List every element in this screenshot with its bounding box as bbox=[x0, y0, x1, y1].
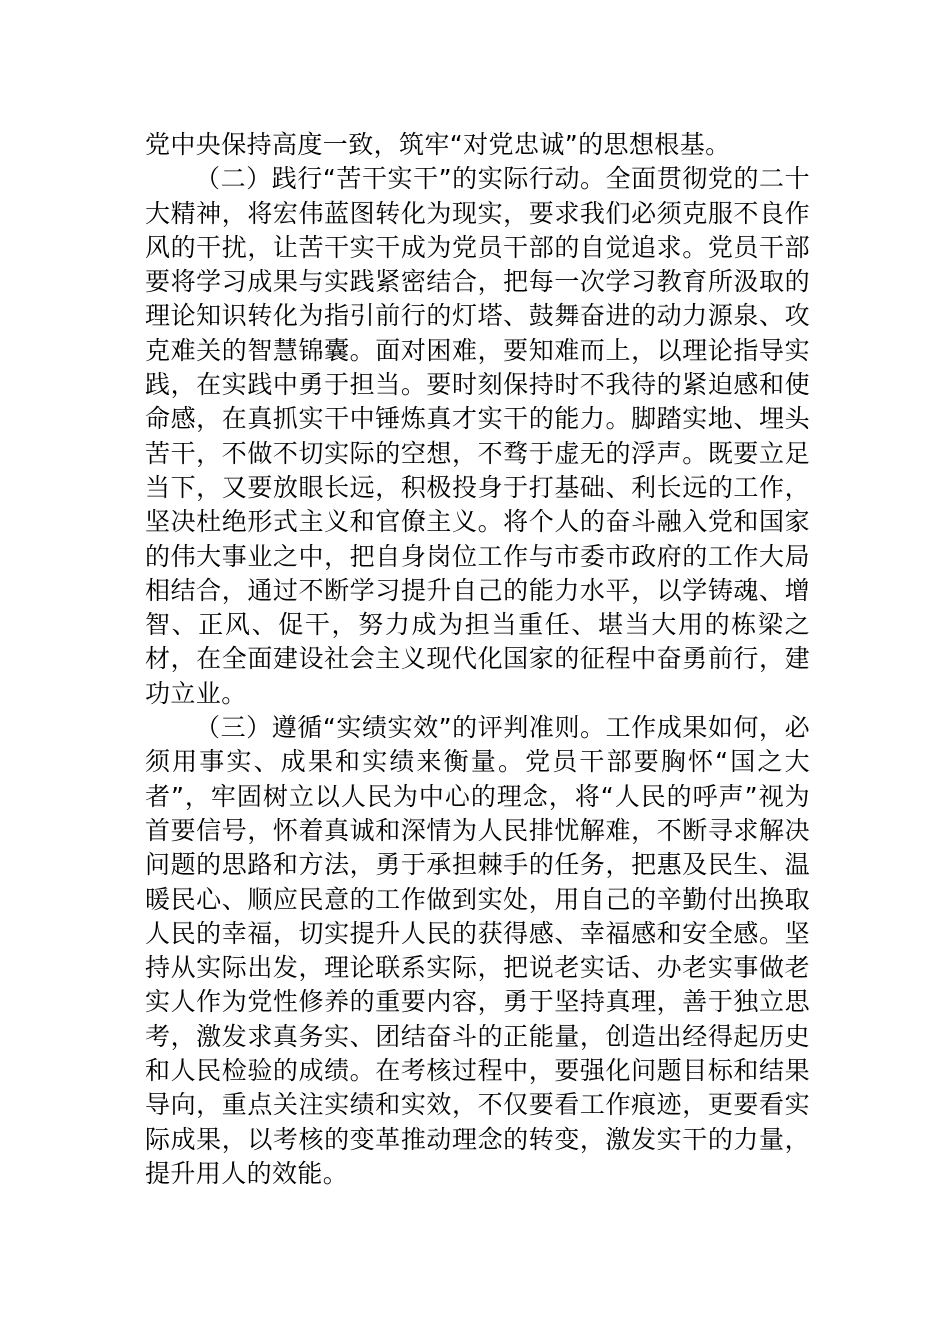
paragraph-section-two: （二）践行“苦干实干”的实际行动。全面贯彻党的二十大精神，将宏伟蓝图转化为现实，要求我们必须克服不良作风的干扰，让苦干实干成为党员干部的自觉追求。党员干部要将学习成果与实践紧密结合，把每一次学习教育所汲取的理论知识转化为指引前行的灯塔、鼓舞奋进的动力源泉、攻克难关的智慧锦囊。面对困难，要知难而上，以理论指导实践，在实践中勇于担当。要时刻保持时不我待的紧迫感和使命感，在真抓实干中锤炼真才实干的能力。脚踏实地、埋头苦干，不做不切实际的空想，不骛于虚无的浮声。既要立足当下，又要放眼长远，积极投身于打基础、利长远的工作，坚决杜绝形式主义和官僚主义。将个人的奋斗融入党和国家的伟大事业之中，把自身岗位工作与市委市政府的工作大局相结合，通过不断学习提升自己的能力水平，以学铸魂、增智、正风、促干，努力成为担当重任、堪当大用的栋梁之材，在全面建设社会主义现代化国家的征程中奋勇前行，建功立业。 bbox=[145, 164, 810, 708]
paragraph-section-three: （三）遵循“实绩实效”的评判准则。工作成果如何，必须用事实、成果和实绩来衡量。党员干部要胸怀“国之大者”，牢固树立以人民为中心的理念，将“人民的呼声”视为首要信号，怀着真诚和深情为人民排忧解难，不断寻求解决问题的思路和方法，勇于承担棘手的任务，把惠及民生、温暖民心、顺应民意的工作做到实处，用自己的辛勤付出换取人民的幸福，切实提升人民的获得感、幸福感和安全感。坚持从实际出发，理论联系实际，把说老实话、办老实事做老实人作为党性修养的重要内容，勇于坚持真理，善于独立思考，激发求真务实、团结奋斗的正能量，创造出经得起历史和人民检验的成绩。在考核过程中，要强化问题目标和结果导向，重点关注实绩和实效，不仅要看工作痕迹，更要看实际成果，以考核的变革推动理念的转变，激发实干的力量，提升用人的效能。 bbox=[145, 713, 810, 1188]
document-body bbox=[145, 128, 810, 1191]
paragraph-continuation: 党中央保持高度一致，筑牢“对党忠诚”的思想根基。 bbox=[145, 130, 731, 159]
